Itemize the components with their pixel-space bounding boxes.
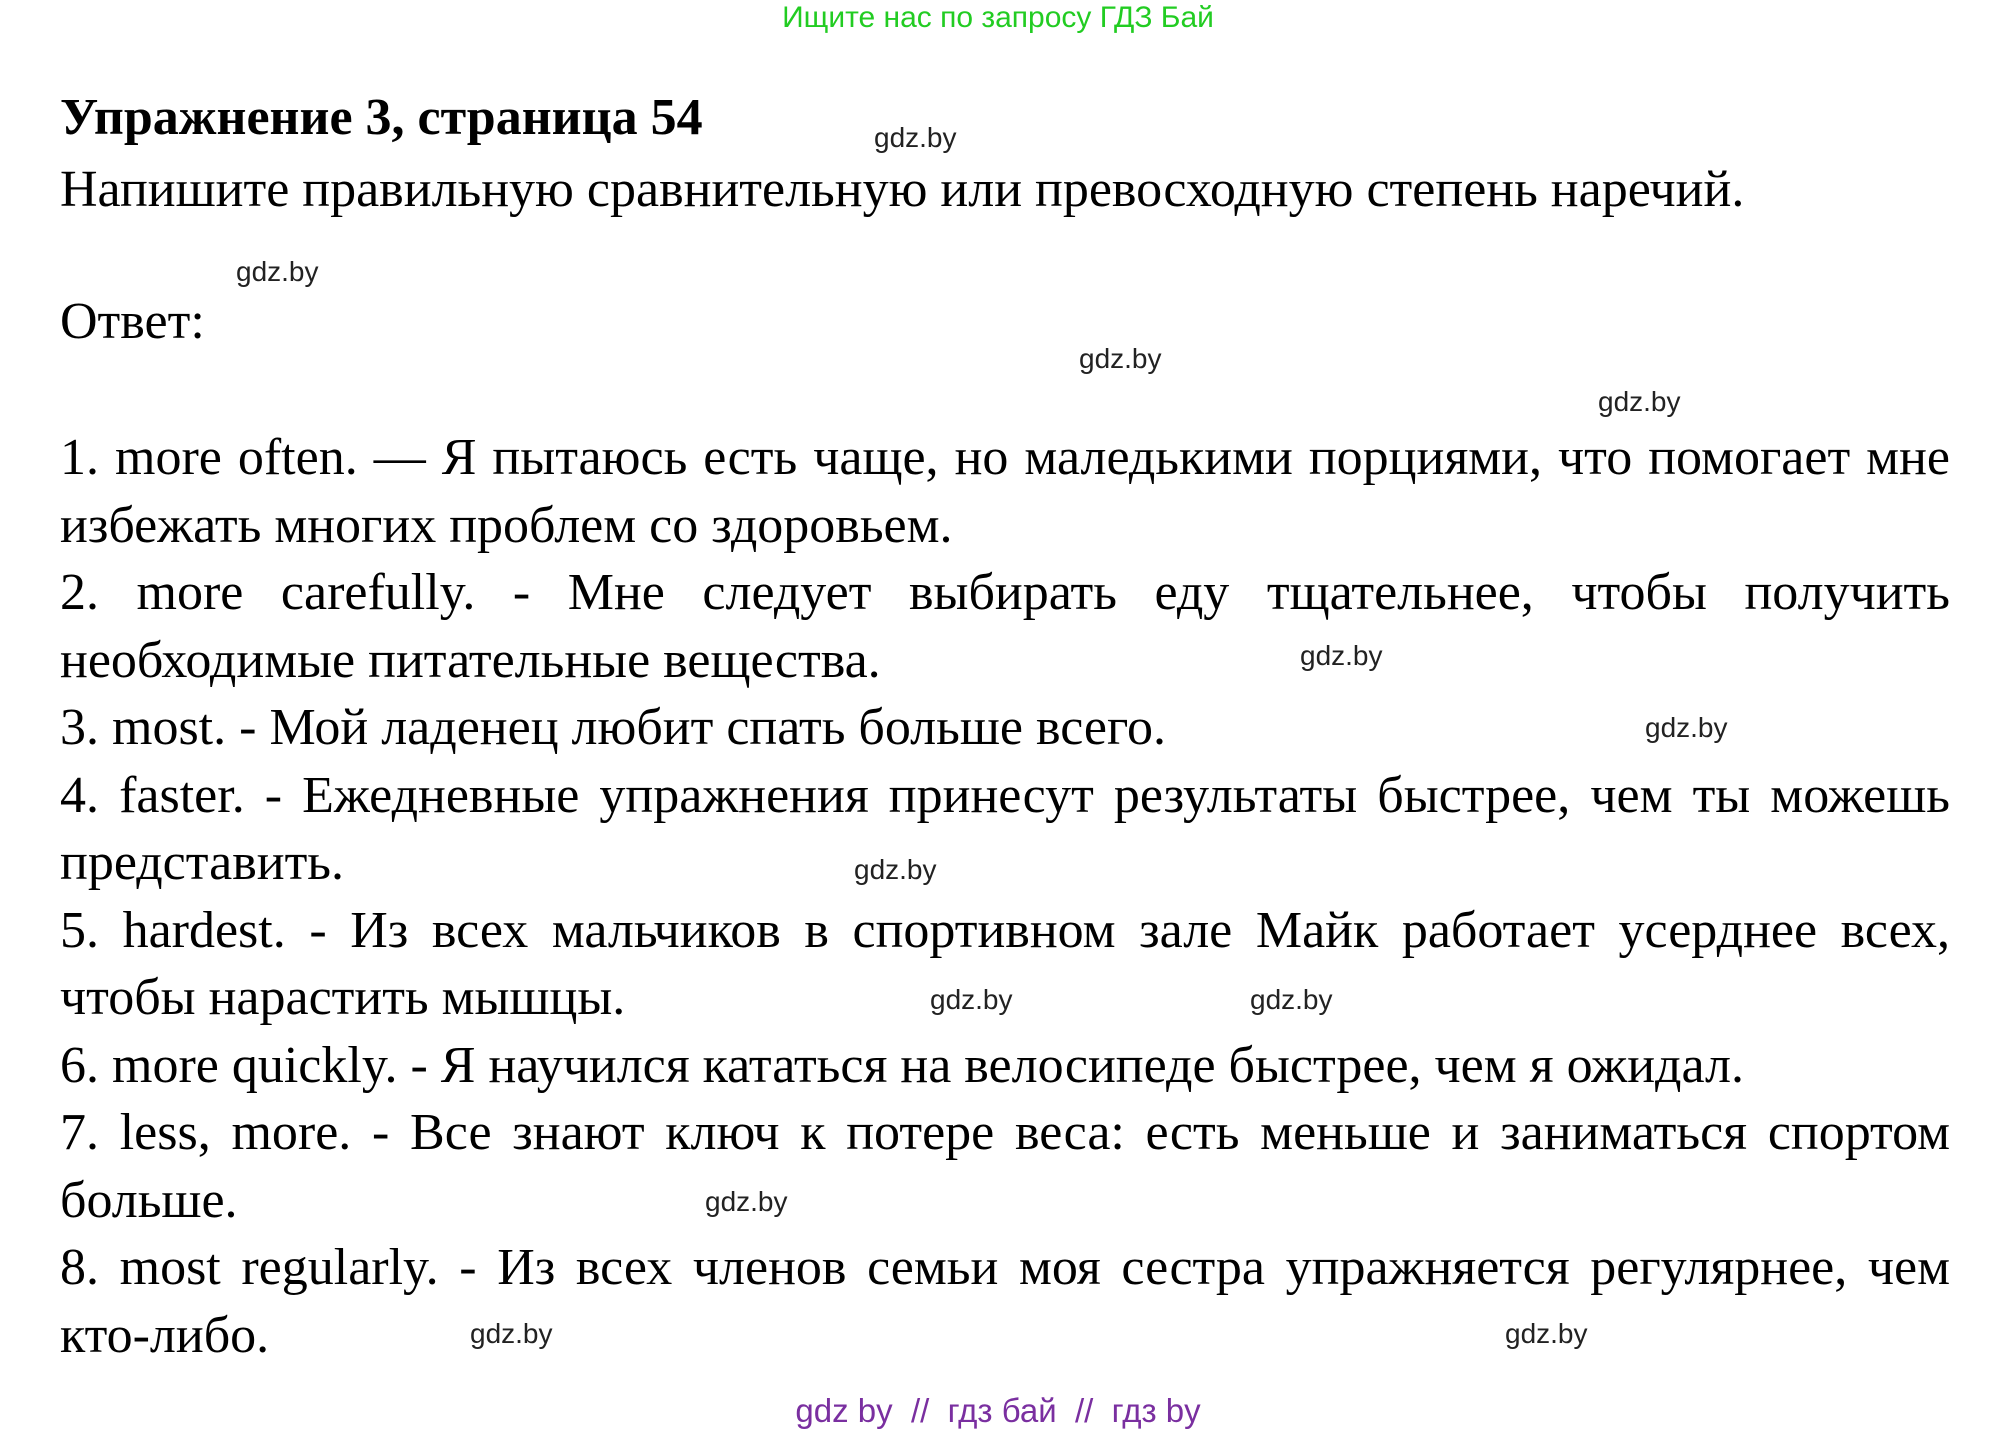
- watermark: gdz.by: [930, 984, 1013, 1015]
- watermark: gdz.by: [1505, 1318, 1588, 1349]
- watermark: gdz.by: [236, 256, 319, 287]
- watermark: gdz.by: [874, 122, 957, 153]
- answer-item: 1. more often. — Я пытаюсь есть чаще, но маледькими порциями, что помогает мне избежать многих проблем со здоровьем.: [60, 429, 1950, 554]
- watermark: gdz.by: [1250, 984, 1333, 1015]
- watermark: gdz.by: [1598, 386, 1681, 417]
- watermark: gdz.by: [470, 1318, 553, 1349]
- footer-text[interactable]: gdz by // гдз бай // гдз by: [795, 1392, 1201, 1429]
- answers-list: [60, 424, 1950, 1369]
- watermark: gdz.by: [705, 1186, 788, 1217]
- answer-label: Ответ:: [60, 293, 205, 350]
- answer-item: 4. faster. - Ежедневные упражнения принесут результаты быстрее, чем ты можешь представить.: [60, 766, 1950, 891]
- watermark: gdz.by: [854, 854, 937, 885]
- footer-links[interactable]: [0, 1392, 1996, 1430]
- page-title: Упражнение 3, страница 54: [60, 89, 703, 146]
- answer-item: 3. most. - Мой ладенец любит спать больше всего.: [60, 699, 1167, 756]
- answer-item: 7. less, more. - Все знают ключ к потере веса: есть меньше и заниматься спортом больше.: [60, 1104, 1950, 1229]
- answer-item: 2. more carefully. - Мне следует выбирать еду тщательнее, чтобы получить необходимые питательные вещества.: [60, 564, 1950, 689]
- answer-item: 8. most regularly. - Из всех членов семьи моя сестра упражняется регулярнее, чем кто-либо.: [60, 1239, 1950, 1364]
- watermark: gdz.by: [1079, 343, 1162, 374]
- answer-item: 6. more quickly. - Я научился кататься на велосипеде быстрее, чем я ожидал.: [60, 1036, 1744, 1094]
- watermark: gdz.by: [1645, 712, 1728, 743]
- watermark: gdz.by: [1300, 640, 1383, 671]
- task-text: Напишите правильную сравнительную или превосходную степень наречий.: [60, 161, 1745, 218]
- answer-item: 5. hardest. - Из всех мальчиков в спортивном зале Майк работает усерднее всех, чтобы нарастить мышцы.: [60, 901, 1950, 1026]
- top-banner[interactable]: Ищите нас по запросу ГДЗ Бай: [782, 1, 1214, 34]
